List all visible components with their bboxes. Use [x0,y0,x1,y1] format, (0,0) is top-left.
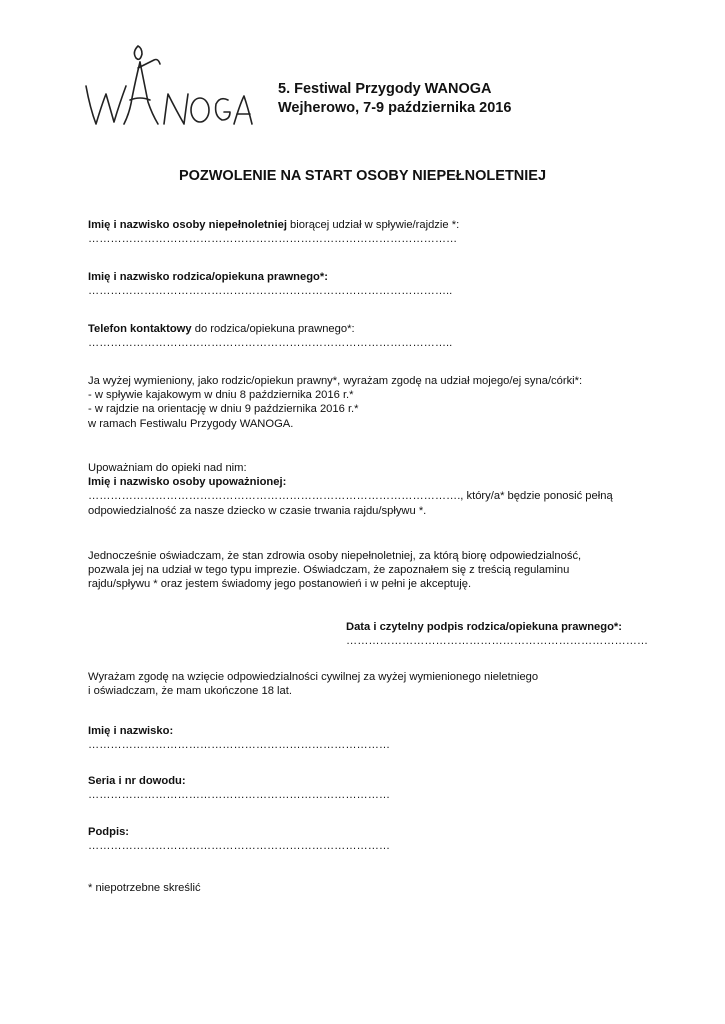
declaration-line-3: rajdu/spływu * oraz jestem świadomy jego postanowień i w pełni je akceptuję. [88,578,472,591]
footnote: * niepotrzebne skreślić [88,882,201,894]
declaration-line-2: pozwala jej na udział w tego typu imprezie. Oświadczam, że zapoznałem się z treścią regulaminu [88,564,570,577]
liability-paragraph [88,670,538,698]
parent-signature-field [346,620,648,648]
phone-blank[interactable]: …………………………………………………………………………………….. [88,337,453,350]
consent-line-1: Ja wyżej wymieniony, jako rodzic/opiekun prawny*, wyrażam zgodę na udział mojego/ej syna/córki*: [88,375,583,387]
consent-line-3: - w rajdzie na orientację w dniu 9 października 2016 r.* [88,403,359,416]
phone-label: Telefon kontaktowy [88,323,192,335]
authorization-line-4: odpowiedzialność za nasze dziecko w czasie trwania rajdu/spływu *. [88,504,427,517]
authorized-person-label: Imię i nazwisko osoby upoważnionej: [88,476,287,489]
guardian-signature-field [88,825,390,853]
parent-signature-label: Data i czytelny podpis rodzica/opiekuna prawnego*: [346,621,623,633]
authorization-paragraph [88,461,613,518]
declaration-paragraph [88,549,581,592]
parent-name-field [88,270,452,298]
event-name: 5. Festiwal Przygody WANOGA [278,81,492,97]
minor-name-label-rest: biorącej udział w spływie/rajdzie *: [286,219,460,231]
consent-line-4: w ramach Festiwalu Przygody WANOGA. [88,417,294,430]
phone-field [88,322,452,350]
authorization-line-1: Upoważniam do opieki nad nim: [88,462,247,474]
guardian-name-field [88,724,390,752]
parent-signature-blank[interactable]: ……………………………………………………………………… [346,635,649,648]
phone-label-rest: do rodzica/opiekuna prawnego*: [191,323,355,335]
minor-name-label: Imię i nazwisko osoby niepełnoletniej [88,219,287,231]
authorized-person-blank[interactable]: ………………………………………………………………………………………., który/a* będzie ponosić pełną [88,490,613,503]
liability-line-2: i oświadczam, że mam ukończone 18 lat. [88,685,292,698]
parent-name-blank[interactable]: …………………………………………………………………………………….. [88,285,453,298]
parent-name-label: Imię i nazwisko rodzica/opiekuna prawnego*: [88,271,328,283]
wanoga-logo [80,38,255,130]
consent-paragraph [88,374,582,431]
id-number-blank[interactable]: ……………………………………………………………………… [88,789,391,802]
id-number-label: Seria i nr dowodu: [88,775,186,787]
guardian-signature-blank[interactable]: ……………………………………………………………………… [88,840,391,853]
guardian-signature-label: Podpis: [88,826,130,838]
minor-name-blank[interactable]: ……………………………………………………………………………………… [88,233,458,246]
consent-line-2: - w spływie kajakowym w dniu 8 października 2016 r.* [88,389,354,402]
document-title: POZWOLENIE NA START OSOBY NIEPEŁNOLETNIEJ [178,168,547,184]
liability-line-1: Wyrażam zgodę na wzięcie odpowiedzialności cywilnej za wyżej wymienionego nieletniego [88,671,539,683]
event-header [278,80,511,118]
guardian-name-blank[interactable]: ……………………………………………………………………… [88,739,391,752]
declaration-line-1: Jednocześnie oświadczam, że stan zdrowia osoby niepełnoletniej, za którą biorę odpowiedzialność, [88,550,582,562]
guardian-name-label: Imię i nazwisko: [88,725,174,737]
minor-name-field [88,218,459,246]
event-date-place: Wejherowo, 7-9 października 2016 [278,100,512,116]
id-number-field [88,774,390,802]
